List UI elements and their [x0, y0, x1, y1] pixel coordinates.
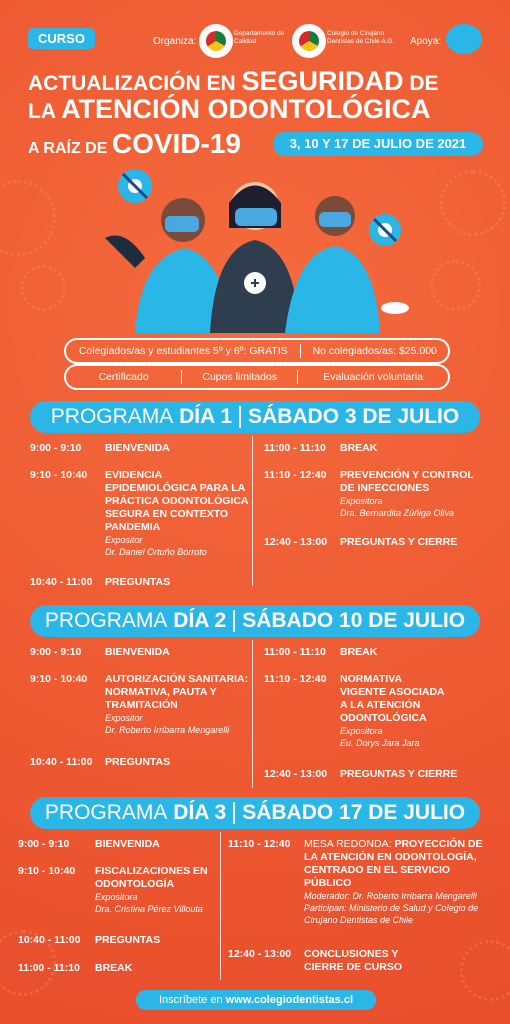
moderator: Moderador: Dr. Roberto Irribarra Mengarelli [304, 891, 477, 901]
column-divider [252, 436, 253, 586]
row-title: PREGUNTAS Y CIERRE [340, 536, 458, 548]
org2-name: Colegio de Cirujano Dentistas de Chile A.G. [327, 30, 395, 45]
day-1-banner [30, 401, 480, 433]
speaker-name: Dra. Bernardita Zúñiga Oliva [340, 508, 455, 518]
speaker-role: Expositor [105, 713, 143, 723]
title-line-1: ACTUALIZACIÓN EN SEGURIDAD DE [28, 66, 439, 96]
title-line-3: A RAÍZ DE COVID-19 [28, 128, 242, 159]
speaker-role: Expositor [105, 535, 143, 545]
row-title: BREAK [95, 962, 133, 974]
course-badge: CURSO [28, 28, 95, 49]
day-number: DÍA 3 [173, 801, 227, 824]
programa-label: PROGRAMA [44, 801, 168, 824]
row-title: PREGUNTAS [105, 576, 171, 588]
day-date: SÁBADO 3 DE JULIO [248, 405, 460, 428]
colegio-logo [292, 24, 326, 58]
feature-cupos: Cupos limitados [202, 371, 278, 383]
day-number: DÍA 2 [173, 609, 227, 632]
sponsor-logo [446, 24, 482, 54]
programa-label: PROGRAMA [44, 609, 168, 632]
virus-decoration [460, 940, 510, 1001]
row-title: PREGUNTAS [105, 756, 171, 768]
speaker-name: Dra. Cristina Pérez Villouta [95, 904, 203, 914]
virus-decoration [20, 265, 66, 311]
row-time: 11:00 - 11:10 [18, 962, 80, 974]
row-time: 9:00 - 9:10 [30, 442, 82, 454]
health-workers-illustration [95, 168, 415, 333]
row-time: 11:10 - 12:40 [228, 838, 291, 850]
row-title: AUTORIZACIÓN SANITARIA: NORMATIVA, PAUTA Y TRAMITACIÓN [105, 673, 249, 711]
row-title: BREAK [340, 442, 378, 454]
row-time: 12:40 - 13:00 [228, 948, 292, 960]
row-title: BIENVENIDA [95, 838, 160, 850]
pricing-others: No colegiados/as: $25.000 [312, 345, 437, 357]
row-time: 11:00 - 11:10 [264, 646, 326, 658]
row-time: 10:40 - 11:00 [18, 934, 81, 946]
registration-link[interactable] [136, 990, 376, 1010]
course-dates: 3, 10 Y 17 DE JULIO DE 2021 [273, 132, 483, 156]
pricing-students: Colegiados/as y estudiantes 5º y 6º: GRATIS [78, 345, 288, 357]
day-3-banner [30, 797, 480, 829]
row-title: EVIDENCIA EPIDEMIOLÓGICA PARA LA PRÁCTICA ODONTOLÓGICA SEGURA EN CONTEXTO PANDEMIA [105, 469, 249, 533]
row-title: NORMATIVA VIGENTE ASOCIADA A LA ATENCIÓN ODONTOLÓGICA [340, 673, 445, 724]
participants: Participan: Ministerio de Salud y Colegio de Cirujano Dentistas de Chile [304, 903, 479, 925]
row-time: 11:00 - 11:10 [264, 442, 326, 454]
title-line-2: LA ATENCIÓN ODONTOLÓGICA [28, 94, 431, 124]
departamento-calidad-logo [199, 24, 233, 58]
row-title: PROYECCIÓN DE LA ATENCIÓN EN ODONTOLOGÍA, CENTRADO EN EL SERVICIO PÚBLICO [304, 838, 483, 889]
row-title: BREAK [340, 646, 378, 658]
row-title: CONCLUSIONES Y CIERRE DE CURSO [304, 948, 403, 973]
row-title: PREGUNTAS [95, 934, 161, 946]
programa-label: PROGRAMA [50, 405, 174, 428]
row-time: 9:10 - 10:40 [30, 469, 88, 481]
row-title: BIENVENIDA [105, 442, 170, 454]
day-number: DÍA 1 [179, 405, 233, 428]
row-time: 11:10 - 12:40 [264, 673, 327, 685]
org1-name: Departamento de Calidad [234, 30, 285, 45]
row-time: 10:40 - 11:00 [30, 576, 93, 588]
day-date: SÁBADO 17 DE JULIO [242, 801, 466, 824]
speaker-name: Dr. Daniel Ortuño Borroto [105, 547, 207, 557]
virus-decoration [440, 170, 506, 236]
speaker-name: Eu. Dorys Jara Jara [340, 738, 420, 748]
pricing-row [64, 338, 450, 364]
speaker-name: Dr. Roberto Irribarra Mengarelli [105, 725, 230, 735]
row-title: PREGUNTAS Y CIERRE [340, 768, 458, 780]
feature-evaluacion: Evaluación voluntaria [323, 371, 424, 383]
organiza-label: Organiza: [153, 36, 197, 47]
feature-certificado: Certificado [98, 371, 149, 383]
column-divider [252, 640, 253, 788]
virus-decoration [430, 260, 481, 311]
day-date: SÁBADO 10 DE JULIO [242, 609, 466, 632]
row-time: 9:10 - 10:40 [30, 673, 88, 685]
speaker-role: Expositora [95, 892, 138, 902]
mesa-label: MESA REDONDA: [304, 838, 395, 850]
apoya-label: Apoya: [410, 36, 442, 47]
row-time: 9:00 - 9:10 [30, 646, 82, 658]
virus-decoration [0, 180, 56, 256]
row-title: PREVENCIÓN Y CONTROL DE INFECCIONES [340, 469, 474, 494]
row-time: 12:40 - 13:00 [264, 536, 328, 548]
row-title: BIENVENIDA [105, 646, 170, 658]
row-time: 11:10 - 12:40 [264, 469, 327, 481]
footer-prefix: Inscríbete en [159, 994, 226, 1006]
row-time: 12:40 - 13:00 [264, 768, 328, 780]
row-time: 9:10 - 10:40 [18, 865, 76, 877]
features-row [64, 364, 450, 390]
row-time: 9:00 - 9:10 [18, 838, 70, 850]
speaker-role: Expositora [340, 496, 383, 506]
row-title: FISCALIZACIONES EN ODONTOLOGÍA [95, 865, 208, 890]
speaker-role: Expositora [340, 726, 383, 736]
column-divider [220, 832, 221, 980]
footer-url[interactable]: www.colegiodentistas.cl [225, 994, 353, 1006]
row-time: 10:40 - 11:00 [30, 756, 93, 768]
day-2-banner [30, 605, 480, 637]
